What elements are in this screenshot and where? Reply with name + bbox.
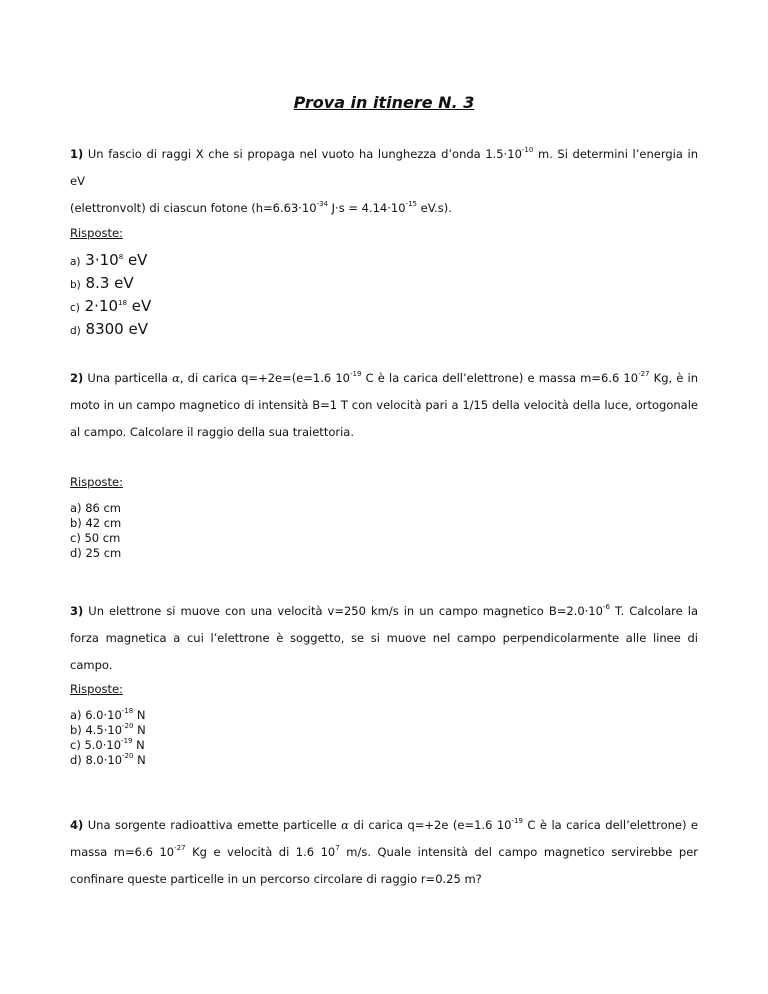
page-title: Prova in itinere N. 3 (293, 93, 475, 112)
answer-option: c) 50 cm (70, 531, 121, 545)
question-number: 3) (70, 604, 84, 618)
answers-label: Risposte: (70, 475, 123, 489)
question-text: (elettronvolt) di ciascun fotone (h=6.63·10 (70, 201, 317, 215)
answers-label: Risposte: (70, 682, 123, 696)
question-3: 3) Un elettrone si muove con una velocità v=250 km/s in un campo magnetico $B=2.0\cdot 10^{-6}$ T. Calcolare la forza magnetica a cui l’elettrone è soggetto, se si muove nel campo perpendicolarmente alle linee di campo. (70, 603, 698, 672)
question-2: 2) Una particella α, di carica q=+2e=(e=1.6 $10^{-19}$ C è la carica dell’elettrone) e massa m=6.6 $10^{-27}$ Kg, è in moto in un campo magnetico di intensità B=1 T con velocità pari a 1/15 della velocità della luce, ortogonale al campo. Calcolare il raggio della sua traiettoria. (70, 370, 699, 439)
question-text: Un fascio di raggi X che si propaga nel vuoto ha lunghezza d’onda 1.5·10 (83, 147, 522, 161)
alpha-symbol: α (341, 818, 349, 832)
answer-option: b) $4.5\cdot 10^{-20}$ N (70, 722, 146, 737)
question-text: eV.s). (416, 201, 452, 215)
question-text: m. Si determini l’energia in eV (70, 147, 698, 188)
answer-option: a) $6.0\cdot 10^{-18}$ N (70, 707, 146, 722)
question-1 (70, 141, 698, 222)
exponent: -34 (316, 200, 328, 208)
answer-list (70, 501, 121, 561)
answer-option: b) 8.3 eV (70, 274, 134, 292)
question-text: J·s = 4.14·10 (328, 201, 406, 215)
answer-list (70, 708, 146, 768)
exponent: -15 (405, 200, 417, 208)
answer-option: c) $2\cdot 10^{18}$ eV (70, 297, 152, 315)
question-number: 1) (70, 147, 84, 161)
answer-option: a) $3\cdot 10^8$ eV (70, 251, 148, 269)
answer-option: b) 42 cm (70, 516, 122, 530)
question-4: 4) Una sorgente radioattiva emette particelle α di carica q=+2e (e=1.6 $10^{-19}$ C è la carica dell’elettrone) e massa m=6.6 $10^{-27}$ Kg e velocità di 1.6 $10^7$ m/s. Quale intensità del campo magnetico servirebbe per confinare queste particelle in un percorso circolare di raggio r=0.25 m? (70, 817, 699, 886)
answer-option: c) $5.0\cdot 10^{-19}$ N (70, 737, 145, 752)
answer-option: d) $8.0\cdot 10^{-20}$ N (70, 752, 146, 767)
question-number: 4) (70, 818, 84, 832)
answer-list (70, 250, 151, 342)
answer-option: a) 86 cm (70, 501, 122, 515)
answer-option: d) 25 cm (70, 546, 122, 560)
alpha-symbol: α (172, 371, 180, 385)
answers-label: Risposte: (70, 226, 123, 240)
exponent: -10 (521, 146, 534, 154)
answer-option: d) 8300 eV (70, 320, 148, 338)
question-number: 2) (70, 371, 84, 385)
